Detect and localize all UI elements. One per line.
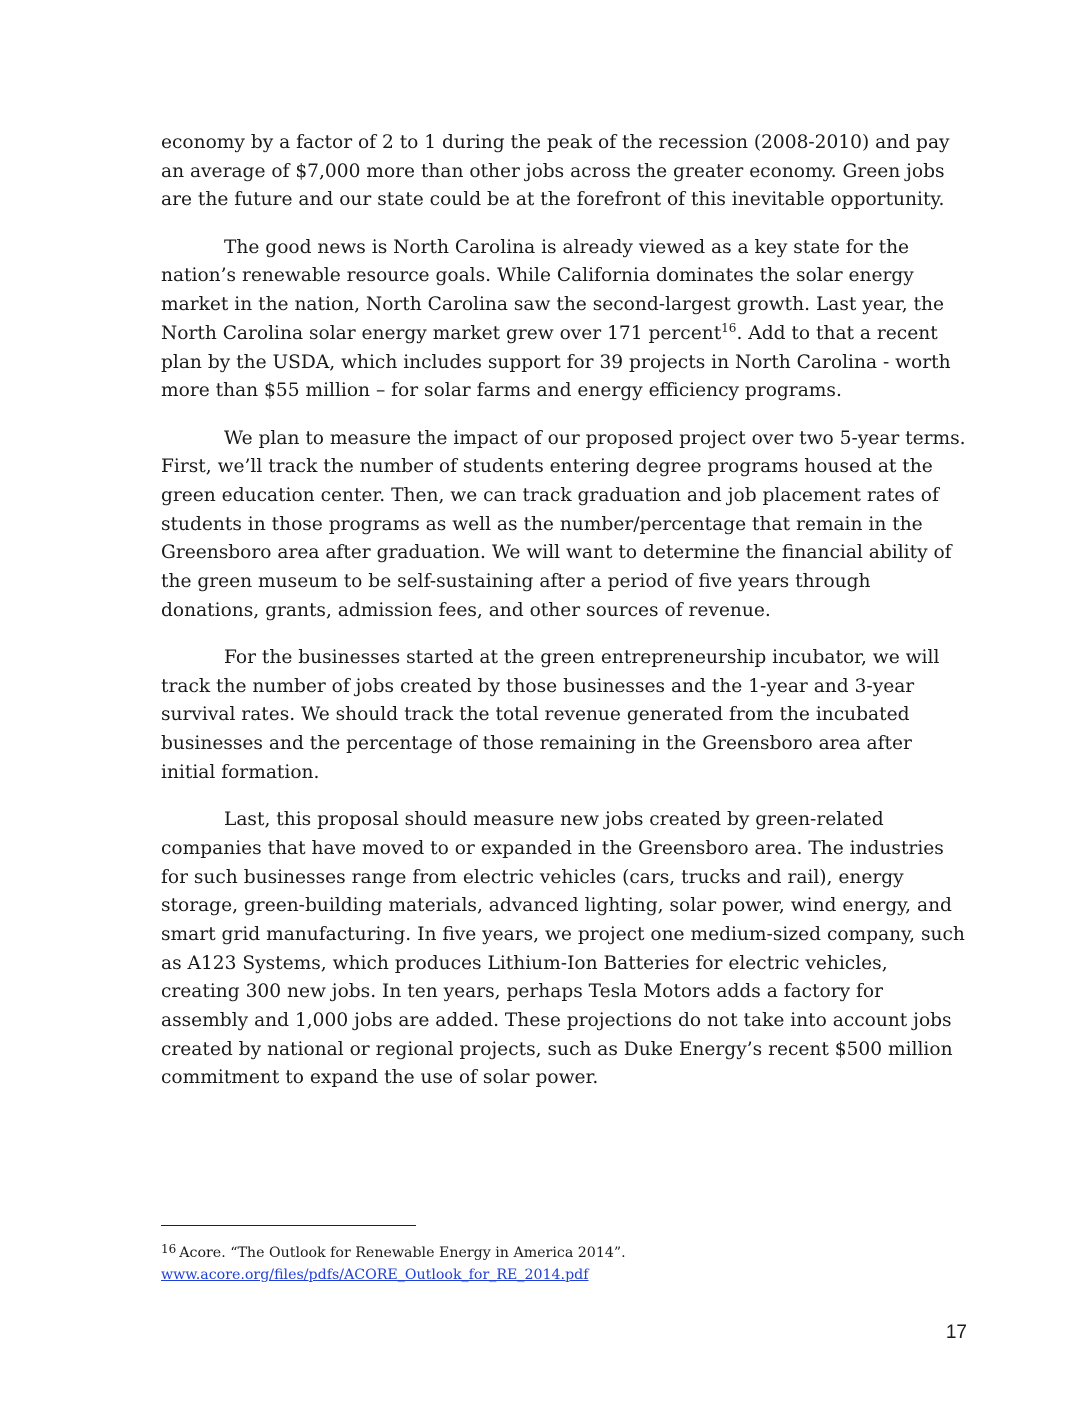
body-text bbox=[161, 129, 971, 1112]
footnote-link[interactable]: www.acore.org/files/pdfs/ACORE_Outlook_for_RE_2014.pdf bbox=[161, 1267, 589, 1283]
paragraph-north-carolina-text-cont: . Add to that a recent plan by the USDA, which includes support for 39 projects in North Carolina - worth more than $55 million – for solar farms and energy efficiency programs. bbox=[161, 322, 951, 402]
footnote-link-line bbox=[161, 1264, 961, 1286]
paragraph-north-carolina bbox=[161, 234, 971, 406]
footnote bbox=[161, 1238, 961, 1286]
footnote-divider bbox=[161, 1225, 416, 1226]
paragraph-north-carolina-text: The good news is North Carolina is already viewed as a key state for the nation’s renewable resource goals. While California dominates the solar energy market in the nation, North Carolina saw the second-largest growth. Last year, the North Carolina solar energy market grew over 171 percent bbox=[161, 236, 945, 344]
footnote-text: Acore. “The Outlook for Renewable Energy in America 2014”. bbox=[179, 1245, 626, 1261]
paragraph-measure-impact: We plan to measure the impact of our proposed project over two 5-year terms. First, we’ll track the number of students entering degree programs housed at the green education center. Then, we can track graduation and job placement rates of students in those programs as well as the number/percentage that remain in the Greensboro area after graduation. We will want to determine the financial ability of the green museum to be self-sustaining after a period of five years through donations, grants, admission fees, and other sources of revenue. bbox=[161, 427, 966, 621]
paragraph-green-jobs: economy by a factor of 2 to 1 during the peak of the recession (2008-2010) and pay an average of $7,000 more than other jobs across the greater economy. Green jobs are the future and our state could be at the forefront of this inevitable opportunity. bbox=[161, 132, 950, 211]
footnote-number: 16 bbox=[161, 1242, 177, 1256]
paragraph-incubator: For the businesses started at the green entrepreneurship incubator, we will track the number of jobs created by those businesses and the 1-year and 3-year survival rates. We should track the total revenue generated from the incubated businesses and the percentage of those remaining in the Greensboro area after initial formation. bbox=[161, 647, 940, 783]
page-number: 17 bbox=[945, 1322, 967, 1343]
footnote-citation bbox=[161, 1238, 961, 1264]
paragraph-new-jobs: Last, this proposal should measure new jobs created by green-related companies that have moved to or expanded in the Greensboro area. The industries for such businesses range from electric vehicles (cars, trucks and rail), energy storage, green-building materials, advanced lighting, solar power, wind energy, and smart grid manufacturing. In five years, we project one medium-sized company, such as A123 Systems, which produces Lithium-Ion Batteries for electric vehicles, creating 300 new jobs. In ten years, perhaps Tesla Motors adds a factory for assembly and 1,000 jobs are added. These projections do not take into account jobs created by national or regional projects, such as Duke Energy’s recent $500 million commitment to expand the use of solar power. bbox=[161, 809, 965, 1089]
footnote-reference: 16 bbox=[721, 320, 737, 335]
